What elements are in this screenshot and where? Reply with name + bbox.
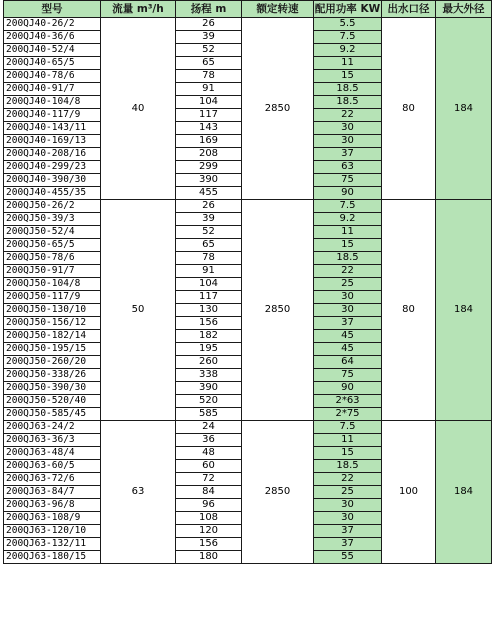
head-cell: 120 <box>176 525 242 538</box>
head-cell: 338 <box>176 369 242 382</box>
power-cell: 30 <box>314 512 382 525</box>
power-cell: 7.5 <box>314 421 382 434</box>
power-cell: 11 <box>314 434 382 447</box>
model-cell: 200QJ50-156/12 <box>4 317 101 330</box>
head-cell: 104 <box>176 278 242 291</box>
head-cell: 143 <box>176 122 242 135</box>
head-cell: 39 <box>176 213 242 226</box>
head-cell: 156 <box>176 317 242 330</box>
power-cell: 22 <box>314 109 382 122</box>
power-cell: 30 <box>314 122 382 135</box>
model-cell: 200QJ63-24/2 <box>4 421 101 434</box>
head-cell: 84 <box>176 486 242 499</box>
model-cell: 200QJ40-91/7 <box>4 83 101 96</box>
power-cell: 30 <box>314 304 382 317</box>
power-cell: 63 <box>314 161 382 174</box>
power-cell: 15 <box>314 239 382 252</box>
col-header-outlet: 出水口径 <box>382 1 436 18</box>
model-cell: 200QJ40-390/30 <box>4 174 101 187</box>
head-cell: 39 <box>176 31 242 44</box>
col-header-speed: 额定转速 <box>242 1 314 18</box>
model-cell: 200QJ40-65/5 <box>4 57 101 70</box>
head-cell: 52 <box>176 226 242 239</box>
power-cell: 18.5 <box>314 252 382 265</box>
power-cell: 37 <box>314 538 382 551</box>
max-diameter-cell: 184 <box>436 200 492 421</box>
head-cell: 91 <box>176 265 242 278</box>
power-cell: 18.5 <box>314 460 382 473</box>
flow-cell: 50 <box>101 200 176 421</box>
head-cell: 520 <box>176 395 242 408</box>
power-cell: 22 <box>314 265 382 278</box>
power-cell: 15 <box>314 70 382 83</box>
model-cell: 200QJ40-117/9 <box>4 109 101 122</box>
head-cell: 65 <box>176 57 242 70</box>
model-cell: 200QJ63-120/10 <box>4 525 101 538</box>
model-cell: 200QJ50-78/6 <box>4 252 101 265</box>
max-diameter-cell: 184 <box>436 18 492 200</box>
power-cell: 37 <box>314 317 382 330</box>
col-header-flow: 流量 m³/h <box>101 1 176 18</box>
head-cell: 390 <box>176 174 242 187</box>
model-cell: 200QJ63-48/4 <box>4 447 101 460</box>
model-cell: 200QJ50-130/10 <box>4 304 101 317</box>
model-cell: 200QJ40-169/13 <box>4 135 101 148</box>
head-cell: 72 <box>176 473 242 486</box>
header-row <box>4 1 492 18</box>
head-cell: 108 <box>176 512 242 525</box>
head-cell: 65 <box>176 239 242 252</box>
power-cell: 55 <box>314 551 382 564</box>
outlet-cell: 80 <box>382 200 436 421</box>
outlet-cell: 80 <box>382 18 436 200</box>
power-cell: 37 <box>314 148 382 161</box>
head-cell: 169 <box>176 135 242 148</box>
model-cell: 200QJ40-143/11 <box>4 122 101 135</box>
power-cell: 9.2 <box>314 213 382 226</box>
flow-cell: 40 <box>101 18 176 200</box>
head-cell: 180 <box>176 551 242 564</box>
head-cell: 208 <box>176 148 242 161</box>
head-cell: 36 <box>176 434 242 447</box>
model-cell: 200QJ40-208/16 <box>4 148 101 161</box>
model-cell: 200QJ50-26/2 <box>4 200 101 213</box>
head-cell: 96 <box>176 499 242 512</box>
power-cell: 30 <box>314 499 382 512</box>
power-cell: 5.5 <box>314 18 382 31</box>
head-cell: 260 <box>176 356 242 369</box>
head-cell: 117 <box>176 109 242 122</box>
head-cell: 130 <box>176 304 242 317</box>
model-cell: 200QJ50-117/9 <box>4 291 101 304</box>
power-cell: 11 <box>314 226 382 239</box>
head-cell: 585 <box>176 408 242 421</box>
model-cell: 200QJ50-520/40 <box>4 395 101 408</box>
model-cell: 200QJ50-195/15 <box>4 343 101 356</box>
model-cell: 200QJ63-96/8 <box>4 499 101 512</box>
table-row <box>4 18 492 31</box>
power-cell: 7.5 <box>314 31 382 44</box>
model-cell: 200QJ50-260/20 <box>4 356 101 369</box>
power-cell: 9.2 <box>314 44 382 57</box>
head-cell: 60 <box>176 460 242 473</box>
head-cell: 52 <box>176 44 242 57</box>
model-cell: 200QJ40-26/2 <box>4 18 101 31</box>
model-cell: 200QJ63-132/11 <box>4 538 101 551</box>
speed-cell: 2850 <box>242 18 314 200</box>
power-cell: 25 <box>314 486 382 499</box>
head-cell: 117 <box>176 291 242 304</box>
model-cell: 200QJ50-65/5 <box>4 239 101 252</box>
power-cell: 30 <box>314 291 382 304</box>
power-cell: 11 <box>314 57 382 70</box>
power-cell: 25 <box>314 278 382 291</box>
model-cell: 200QJ40-299/23 <box>4 161 101 174</box>
model-cell: 200QJ50-338/26 <box>4 369 101 382</box>
head-cell: 26 <box>176 18 242 31</box>
power-cell: 22 <box>314 473 382 486</box>
model-cell: 200QJ63-72/6 <box>4 473 101 486</box>
head-cell: 91 <box>176 83 242 96</box>
power-cell: 37 <box>314 525 382 538</box>
head-cell: 78 <box>176 70 242 83</box>
power-cell: 15 <box>314 447 382 460</box>
table-row <box>4 421 492 434</box>
power-cell: 75 <box>314 369 382 382</box>
head-cell: 78 <box>176 252 242 265</box>
col-header-max-diameter: 最大外径 <box>436 1 492 18</box>
model-cell: 200QJ50-390/30 <box>4 382 101 395</box>
head-cell: 299 <box>176 161 242 174</box>
model-cell: 200QJ50-585/45 <box>4 408 101 421</box>
head-cell: 24 <box>176 421 242 434</box>
table-row <box>4 200 492 213</box>
speed-cell: 2850 <box>242 200 314 421</box>
head-cell: 455 <box>176 187 242 200</box>
power-cell: 90 <box>314 382 382 395</box>
power-cell: 2*63 <box>314 395 382 408</box>
head-cell: 156 <box>176 538 242 551</box>
model-cell: 200QJ40-52/4 <box>4 44 101 57</box>
power-cell: 18.5 <box>314 83 382 96</box>
model-cell: 200QJ40-455/35 <box>4 187 101 200</box>
head-cell: 26 <box>176 200 242 213</box>
head-cell: 104 <box>176 96 242 109</box>
max-diameter-cell: 184 <box>436 421 492 564</box>
model-cell: 200QJ63-180/15 <box>4 551 101 564</box>
power-cell: 7.5 <box>314 200 382 213</box>
model-cell: 200QJ63-60/5 <box>4 460 101 473</box>
col-header-head: 扬程 m <box>176 1 242 18</box>
power-cell: 45 <box>314 343 382 356</box>
head-cell: 195 <box>176 343 242 356</box>
model-cell: 200QJ40-36/6 <box>4 31 101 44</box>
power-cell: 30 <box>314 135 382 148</box>
model-cell: 200QJ63-36/3 <box>4 434 101 447</box>
power-cell: 2*75 <box>314 408 382 421</box>
power-cell: 75 <box>314 174 382 187</box>
power-cell: 64 <box>314 356 382 369</box>
model-cell: 200QJ63-108/9 <box>4 512 101 525</box>
head-cell: 48 <box>176 447 242 460</box>
model-cell: 200QJ50-104/8 <box>4 278 101 291</box>
head-cell: 390 <box>176 382 242 395</box>
model-cell: 200QJ50-39/3 <box>4 213 101 226</box>
model-cell: 200QJ50-52/4 <box>4 226 101 239</box>
col-header-model: 型号 <box>4 1 101 18</box>
model-cell: 200QJ40-104/8 <box>4 96 101 109</box>
flow-cell: 63 <box>101 421 176 564</box>
model-cell: 200QJ50-91/7 <box>4 265 101 278</box>
power-cell: 45 <box>314 330 382 343</box>
col-header-power: 配用功率 KW <box>314 1 382 18</box>
speed-cell: 2850 <box>242 421 314 564</box>
power-cell: 90 <box>314 187 382 200</box>
model-cell: 200QJ40-78/6 <box>4 70 101 83</box>
head-cell: 182 <box>176 330 242 343</box>
outlet-cell: 100 <box>382 421 436 564</box>
model-cell: 200QJ50-182/14 <box>4 330 101 343</box>
power-cell: 18.5 <box>314 96 382 109</box>
model-cell: 200QJ63-84/7 <box>4 486 101 499</box>
pump-spec-table <box>3 0 492 564</box>
